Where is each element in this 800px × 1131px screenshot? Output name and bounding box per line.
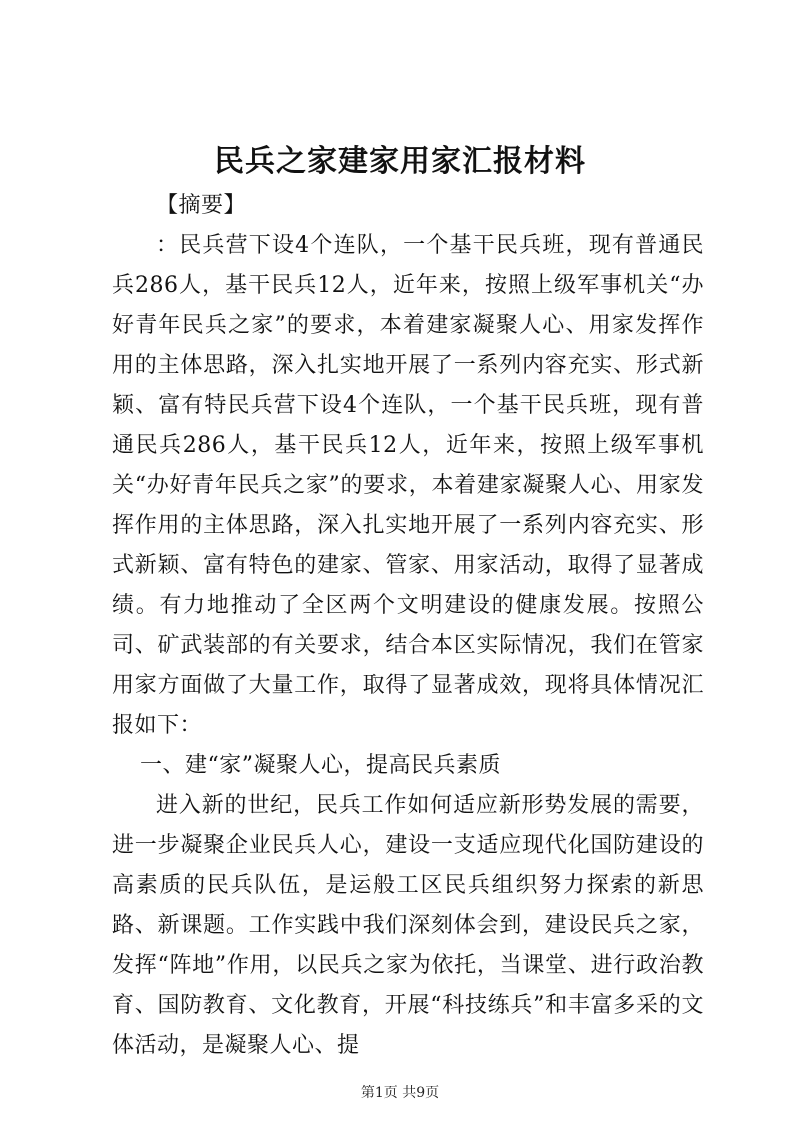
paragraph-abstract: ：民兵营下设4个连队，一个基干民兵班，现有普通民兵286人，基干民兵12人，近年来，按照上级军事机关“办好青年民兵之家”的要求，本着建家凝聚人心、用家发挥作用的主体思路，深入扎实地开展了一系列内容充实、形式新颖、富有特民兵营下设4个连队，一个基干民兵班，现有普通民兵286人，基干民兵12人，近年来，按照上级军事机关“办好青年民兵之家”的要求，本着建家凝聚人心、用家发挥作用的主体思路，深入扎实地开展了一系列内容充实、形式新颖、富有特色的建家、管家、用家活动，取得了显著成绩。有力地推动了全区两个文明建设的健康发展。按照公司、矿武装部的有关要求，结合本区实际情况，我们在管家用家方面做了大量工作，取得了显著成效，现将具体情况汇报如下： — [112, 233, 704, 738]
page-footer: 第1页 共9页 — [360, 1085, 440, 1101]
paragraph-section-1: 进入新的世纪，民兵工作如何适应新形势发展的需要，进一步凝聚企业民兵人心，建设一支适应现代化国防建设的高素质的民兵队伍，是运般工区民兵组织努力探索的新思路、新课题。工作实践中我们深刻体会到，建设民兵之家，发挥“阵地”作用，以民兵之家为依托，当课堂、进行政治教育、国防教育、文化教育，开展“科技练兵”和丰富多采的文体活动，是凝聚人心、提 — [112, 793, 704, 1058]
section-heading-1: 一、建“家”凝聚人心，提高民兵素质 — [140, 753, 501, 778]
document-body — [112, 186, 704, 1066]
abstract-label: 【摘要】 — [156, 193, 247, 218]
document-title: 民兵之家建家用家汇报材料 — [214, 144, 586, 179]
